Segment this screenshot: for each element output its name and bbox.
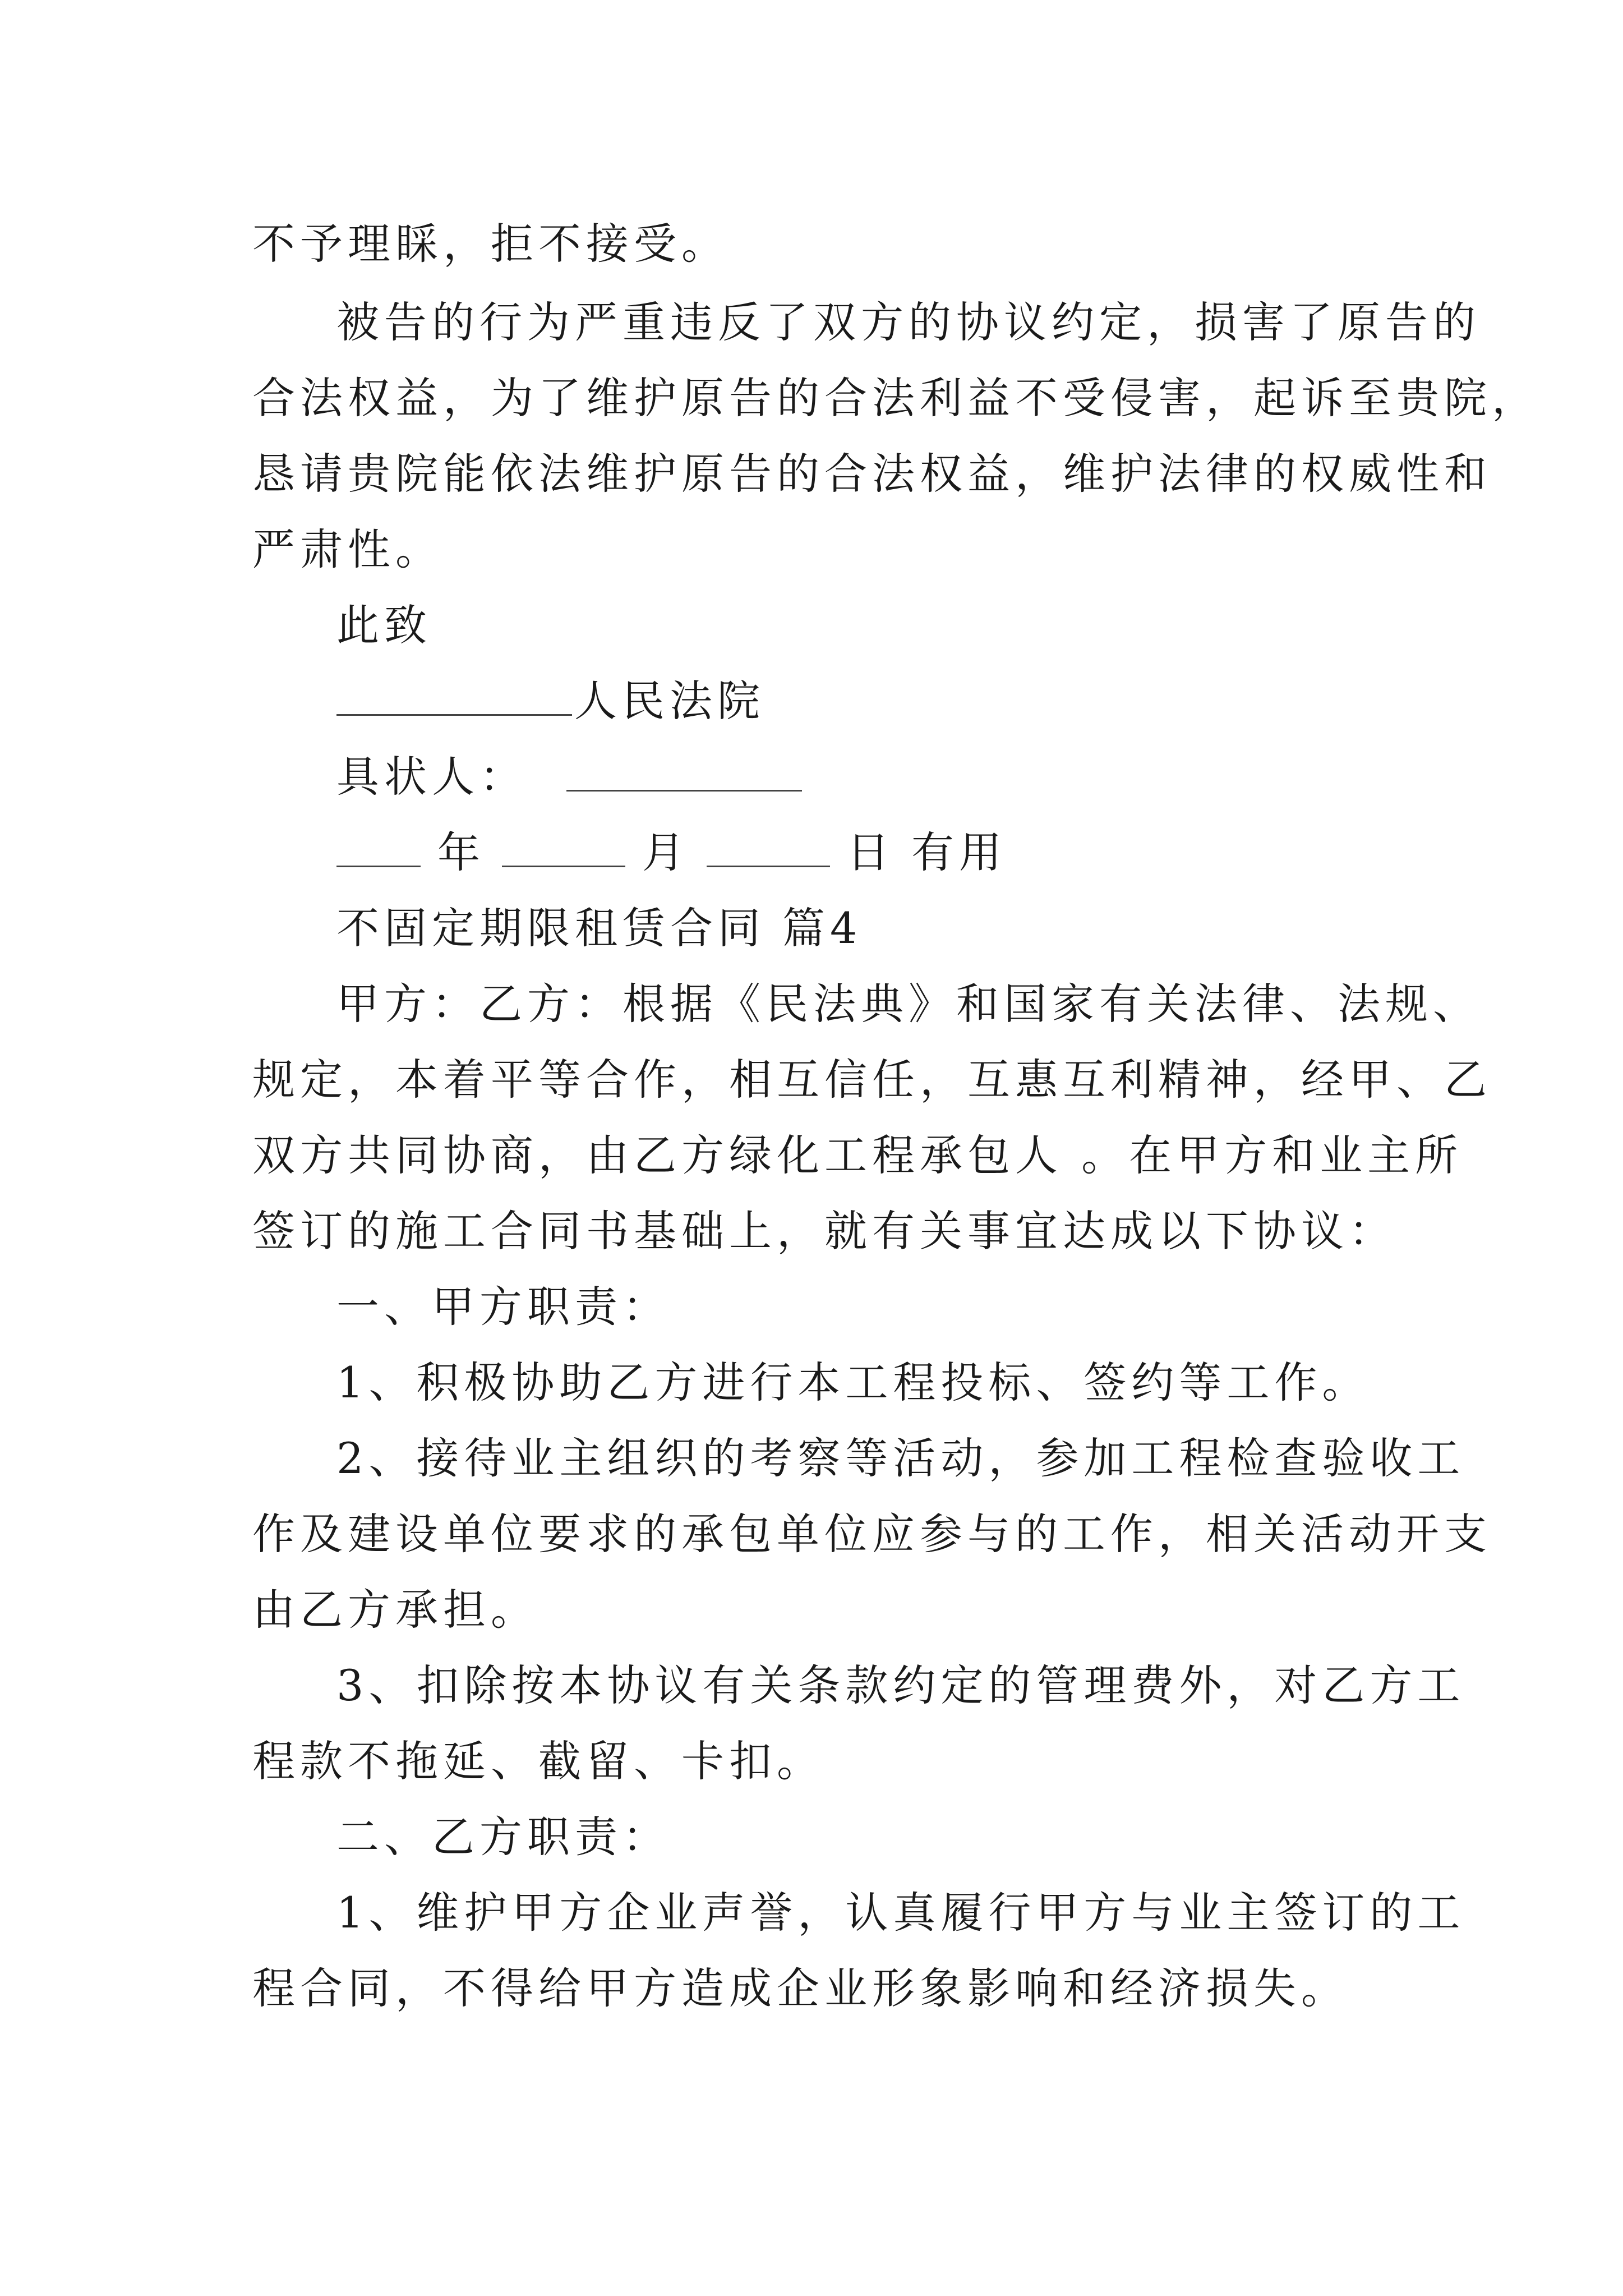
- clause-line: 由乙方承担。: [252, 1585, 538, 1635]
- section-number: 篇4: [782, 903, 863, 953]
- month-blank: [502, 826, 625, 867]
- useful-label: 有用: [911, 827, 1007, 877]
- year-blank: [336, 826, 421, 867]
- paragraph-line: 合法权益，为了维护原告的合法利益不受侵害，起诉至贵院，: [252, 373, 1539, 423]
- signer-line: [336, 749, 1514, 805]
- signer-label: 具状人：: [336, 752, 527, 802]
- clause-line: 1、积极协助乙方进行本工程投标、签约等工作。: [336, 1358, 1370, 1407]
- paragraph-line: 双方共同协商，由乙方绿化工程承包人 。在甲方和业主所: [252, 1130, 1463, 1180]
- heading-party-a: 一、甲方职责：: [336, 1282, 670, 1332]
- paragraph-line: 规定，本着平等合作，相互信任，互惠互利精神，经甲、乙: [252, 1055, 1492, 1105]
- clause-line: 2、接待业主组织的考察等活动，参加工程检查验收工: [336, 1433, 1465, 1483]
- court-label: 人民法院: [574, 676, 765, 726]
- signer-blank: [566, 751, 802, 792]
- court-line: [336, 673, 1514, 729]
- paragraph-line: 签订的施工合同书基础上，就有关事宜达成以下协议：: [252, 1206, 1396, 1256]
- paragraph-line: 严肃性。: [252, 524, 443, 574]
- clause-line: 3、扣除按本协议有关条款约定的管理费外，对乙方工: [336, 1660, 1465, 1710]
- clause-line: 程合同，不得给甲方造成企业形象影响和经济损失。: [252, 1963, 1349, 2013]
- clause-line: 1、维护甲方企业声誉，认真履行甲方与业主签订的工: [336, 1888, 1465, 1938]
- date-line: [336, 825, 1514, 881]
- section-title: [336, 900, 1514, 956]
- court-name-blank: [336, 675, 572, 716]
- month-label: 月: [642, 827, 690, 877]
- section-title-text: 不固定期限租赁合同: [336, 903, 766, 953]
- day-blank: [707, 826, 830, 867]
- heading-party-b: 二、乙方职责：: [336, 1812, 670, 1862]
- day-label: 日: [847, 827, 895, 877]
- paragraph-line: 不予理睬，拒不接受。: [252, 219, 729, 269]
- clause-line: 作及建设单位要求的承包单位应参与的工作，相关活动开支: [252, 1509, 1492, 1559]
- paragraph-line: 甲方：乙方：根据《民法典》和国家有关法律、法规、: [336, 979, 1481, 1029]
- paragraph-line: 恳请贵院能依法维护原告的合法权益，维护法律的权威性和: [252, 449, 1492, 499]
- year-label: 年: [437, 827, 485, 877]
- salutation: 此致: [336, 600, 432, 650]
- clause-line: 程款不拖延、截留、卡扣。: [252, 1736, 824, 1786]
- paragraph-line: 被告的行为严重违反了双方的协议约定，损害了原告的: [336, 297, 1481, 347]
